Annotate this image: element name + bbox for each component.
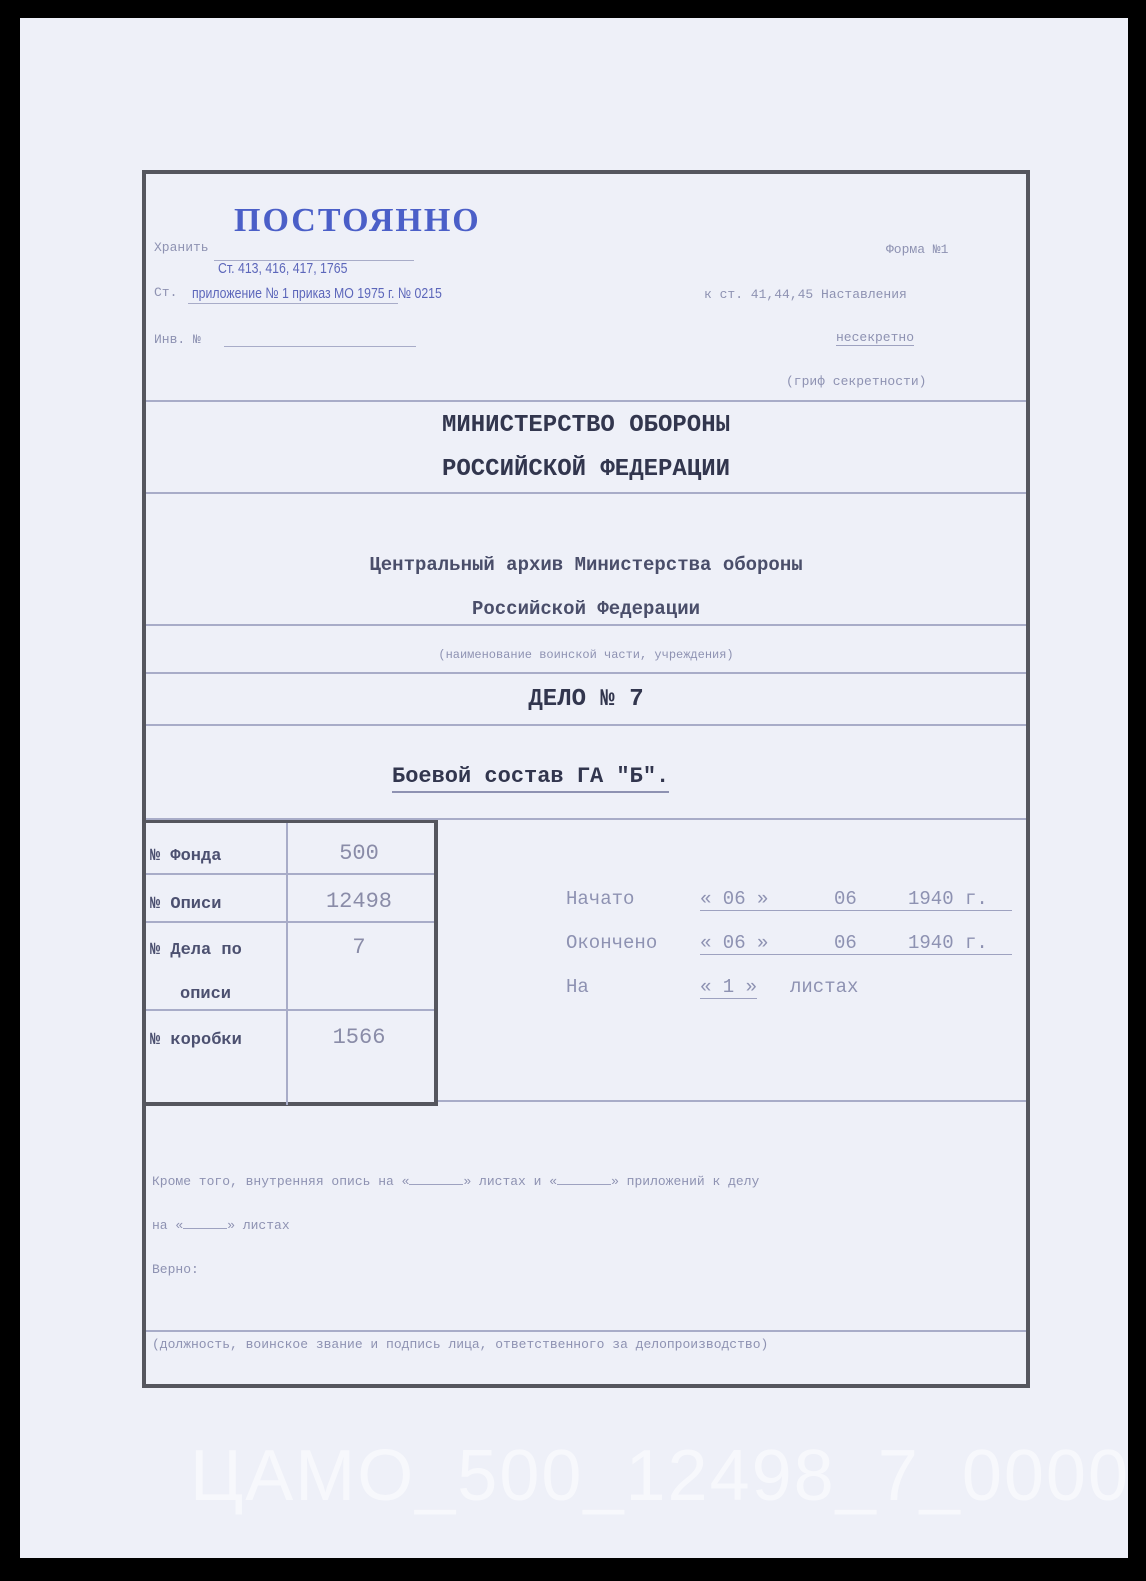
archive-caption: (наименование воинской части, учреждения) — [438, 648, 734, 662]
delo-label-2: описи — [180, 985, 232, 1004]
divider — [438, 1100, 1026, 1102]
case-title: ДЕЛО № 7 — [528, 686, 644, 713]
start-month: 06 — [834, 888, 857, 910]
inventory-underline — [224, 346, 416, 347]
end-date — [700, 932, 1012, 955]
permanent-stamp: ПОСТОЯННО — [234, 202, 481, 239]
start-label: Начато — [566, 888, 635, 910]
table-row-divider — [146, 1009, 434, 1011]
inventory-note-part-3: » приложений к делу — [611, 1174, 760, 1189]
box-value: 1566 — [332, 1025, 386, 1050]
start-year: 1940 г. — [908, 888, 988, 910]
archive-line-1: Центральный архив Министерства обороны — [369, 554, 803, 576]
article-label: Ст. — [154, 285, 178, 300]
divider — [146, 492, 1026, 494]
article-underline — [188, 303, 398, 304]
divider — [146, 400, 1026, 402]
ministry-line-1: МИНИСТЕРСТВО ОБОРОНЫ — [441, 412, 731, 439]
inventory-note-line-2b: » листах — [227, 1218, 290, 1233]
end-label: Окончено — [566, 932, 658, 954]
opis-label: № Описи — [150, 895, 222, 914]
inventory-note-part-1: Кроме того, внутренняя опись на « — [152, 1174, 410, 1189]
form-reference: к ст. 41,44,45 Наставления — [704, 287, 907, 302]
signature-caption: (должность, воинское звание и подпись лица, ответственного за делопроизводство) — [152, 1337, 769, 1352]
archive-ids-table — [146, 820, 438, 1106]
divider — [146, 1330, 1026, 1332]
case-cover-form — [142, 170, 1030, 1388]
inventory-note-line-2 — [152, 1218, 290, 1233]
end-year: 1940 г. — [908, 932, 988, 954]
fond-value: 500 — [339, 841, 379, 866]
divider — [146, 624, 1026, 626]
secrecy-level: несекретно — [836, 330, 915, 345]
divider — [146, 724, 1026, 726]
ministry-line-2: РОССИЙСКОЙ ФЕДЕРАЦИИ — [441, 456, 731, 483]
secrecy-caption: (гриф секретности) — [786, 374, 927, 389]
fond-label: № Фонда — [150, 847, 222, 866]
archive-line-2: Российской Федерации — [471, 598, 701, 620]
divider — [146, 672, 1026, 674]
box-label: № коробки — [150, 1031, 242, 1050]
table-row-divider — [146, 873, 434, 875]
inventory-note-part-2: » листах и « — [463, 1174, 558, 1189]
inventory-note — [152, 1174, 759, 1189]
start-date — [700, 888, 1012, 911]
verified-label: Верно: — [152, 1262, 199, 1277]
form-number: Форма №1 — [886, 242, 949, 257]
inventory-note-line-2a: на « — [152, 1218, 184, 1233]
store-label: Хранить — [154, 240, 209, 255]
inventory-label: Инв. № — [154, 332, 201, 347]
start-day: « 06 » — [700, 888, 769, 910]
end-day: « 06 » — [700, 932, 769, 954]
delo-label: № Дела по — [150, 941, 242, 960]
sheets-label: На — [566, 976, 589, 998]
opis-value: 12498 — [325, 889, 392, 914]
case-subject: Боевой состав ГА "Б". — [392, 764, 669, 793]
sheets-suffix: листах — [790, 976, 859, 998]
store-articles: Ст. 413, 416, 417, 1765 — [218, 260, 348, 277]
archive-watermark: ЦАМО_500_12498_7_0000 — [190, 1436, 1130, 1516]
delo-value: 7 — [352, 935, 366, 960]
article-order: приложение № 1 приказ МО 1975 г. № 0215 — [192, 285, 442, 302]
table-row-divider — [146, 921, 434, 923]
sheets-value: « 1 » — [700, 976, 758, 998]
end-month: 06 — [834, 932, 857, 954]
